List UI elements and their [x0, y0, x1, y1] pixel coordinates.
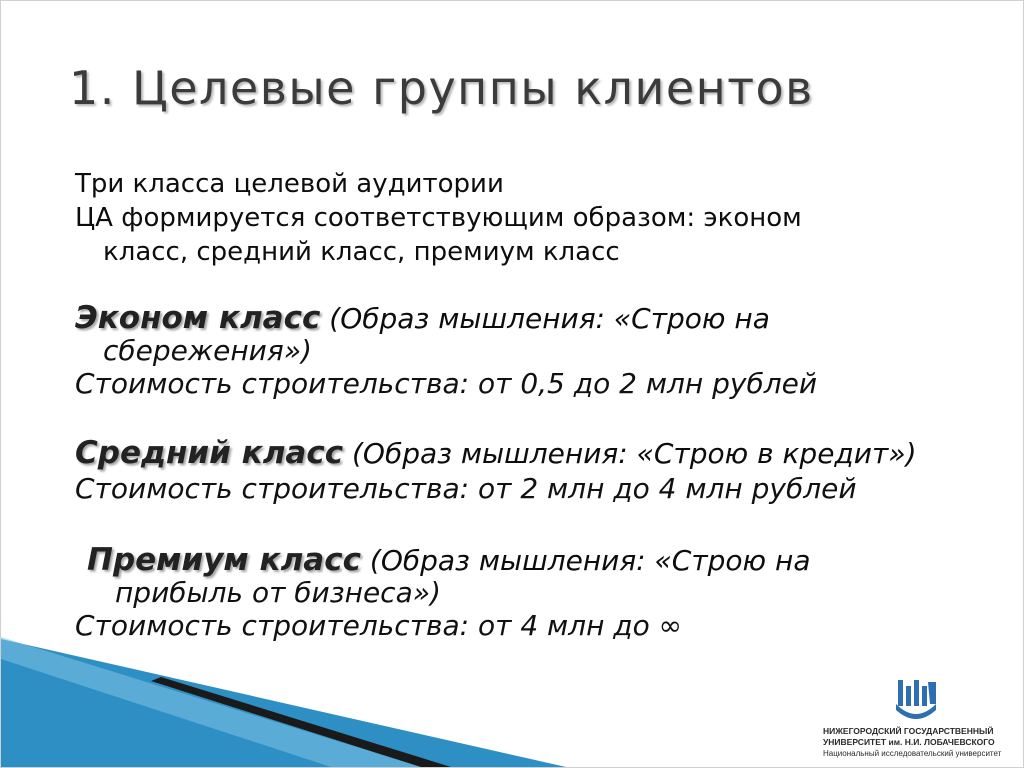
intro-line-2: ЦА формируется соответствующим образом: эконом — [75, 203, 802, 233]
economy-class-block — [75, 301, 975, 402]
economy-class-mindset: (Образ мышления: «Строю на — [329, 302, 770, 335]
middle-class-mindset: (Образ мышления: «Строю в кредит») — [351, 437, 917, 470]
slide-title: 1. Целевые группы клиентов — [69, 61, 814, 115]
middle-class-name: Средний класс — [75, 435, 344, 471]
middle-class-block — [75, 436, 975, 507]
middle-class-cost: Стоимость строительства: от 2 млн до 4 млн рублей — [75, 472, 857, 505]
slide-body — [75, 167, 975, 644]
premium-class-block — [75, 543, 975, 608]
university-logo — [823, 678, 1009, 759]
premium-class-cost: Стоимость строительства: от 4 млн до ∞ — [75, 609, 682, 642]
unn-logo-icon — [892, 678, 940, 722]
premium-class-mindset: (Образ мышления: «Строю на — [369, 544, 811, 577]
logo-text-line-3: Национальный исследовательский университет — [823, 749, 1002, 758]
premium-class-mindset-cont: прибыль от бизнеса») — [115, 576, 441, 609]
economy-class-mindset-cont: сбережения») — [103, 334, 312, 367]
logo-text-line-2: УНИВЕРСИТЕТ им. Н.И. ЛОБАЧЕВСКОГО — [823, 737, 995, 747]
intro-line-3: класс, средний класс, премиум класс — [103, 237, 620, 267]
intro-line-1: Три класса целевой аудитории — [75, 169, 504, 199]
premium-class-name: Премиум класс — [87, 542, 361, 578]
logo-text-line-1: НИЖЕГОРОДСКИЙ ГОСУДАРСТВЕННЫЙ — [823, 726, 994, 736]
economy-class-name: Эконом класс — [75, 300, 321, 336]
economy-class-cost: Стоимость строительства: от 0,5 до 2 млн рублей — [75, 367, 818, 400]
